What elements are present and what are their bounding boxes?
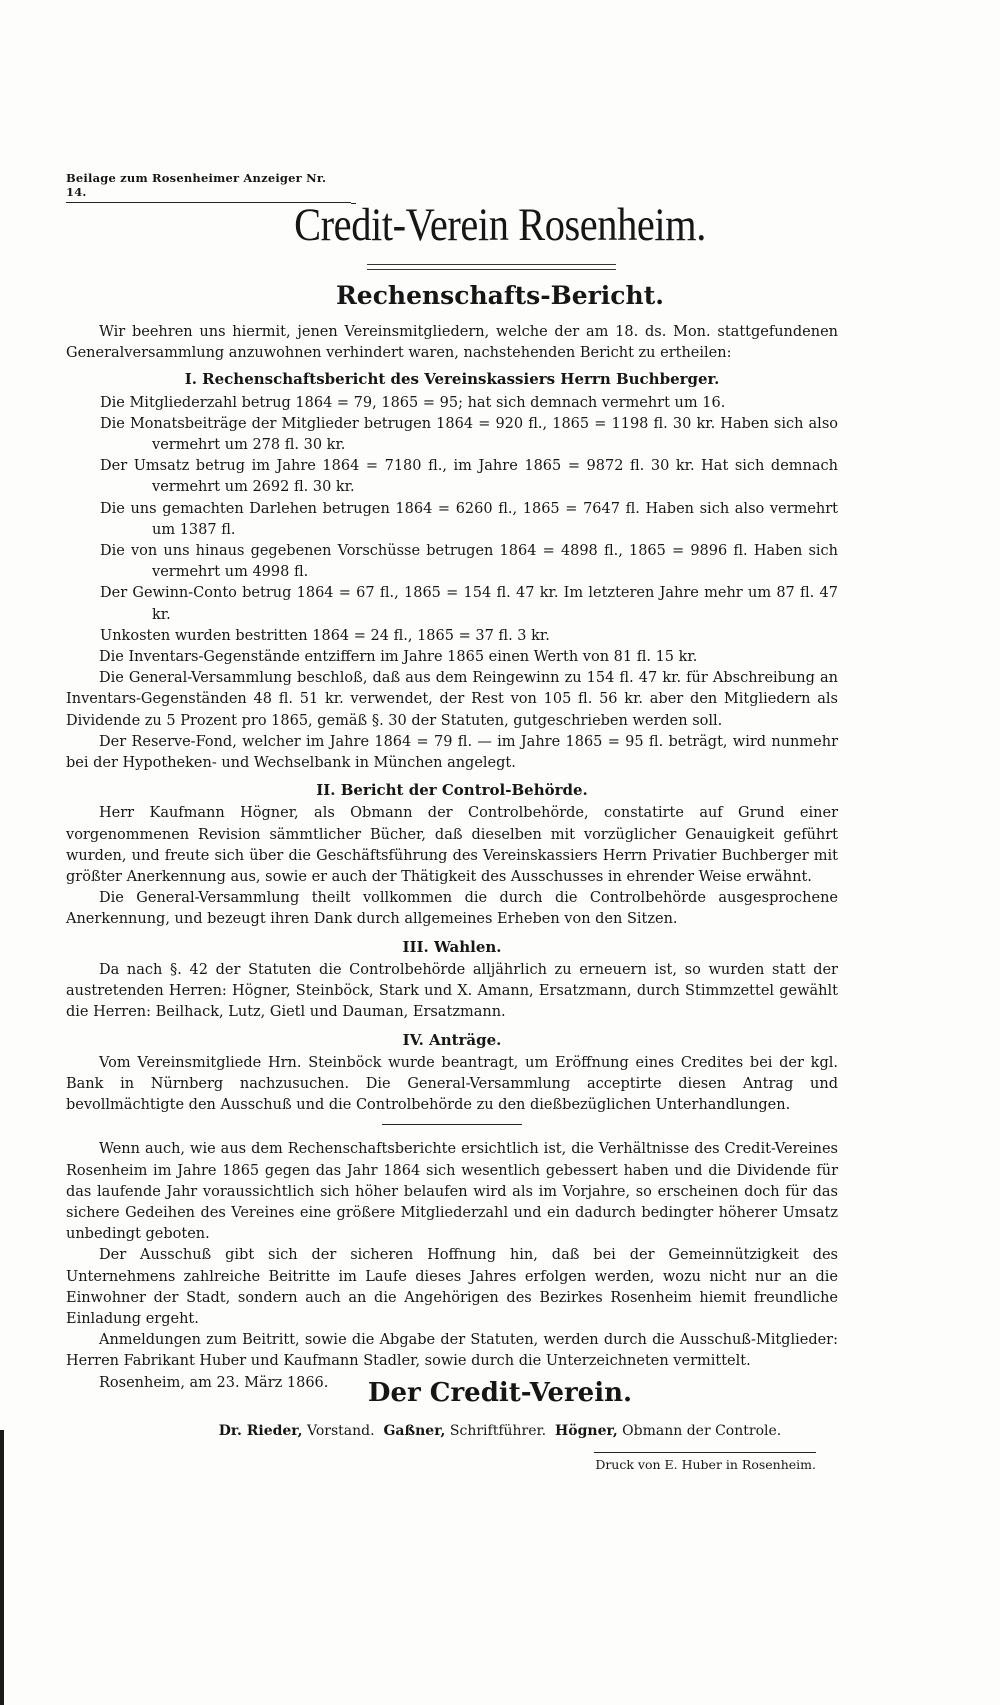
section-2-heading: II. Bericht der Control-Behörde. (316, 781, 588, 800)
inventory-paragraph: Die Inventars-Gegenstände entziffern im Jahre 1865 einen Werth von 81 fl. 15 kr. (99, 649, 698, 666)
report-body (66, 322, 838, 1394)
section-1-heading: I. Rechenschaftsbericht des Vereinskassiers Herrn Buchberger. (184, 370, 720, 389)
section-4-heading: IV. Anträge. (402, 1030, 502, 1049)
officer-name: Dr. Rieder, (218, 1423, 303, 1439)
list-item: Die Monatsbeiträge der Mitglieder betrugen 1864 = 920 fl., 1865 = 1198 fl. 30 kr. Haben sich also vermehrt um 278 fl. 30 kr. (100, 415, 838, 454)
elections-paragraph: Da nach §. 42 der Statuten die Controlbehörde alljährlich zu erneuern ist, so wurden statt der austretenden Herren: Högner, Steinböck, Stark und X. Amann, Ersatzmann, durch Stimmzettel gewählt die Herren: Beilhack, Lutz, Gietl und Dauman, Ersatzmann. (66, 961, 838, 1021)
control-paragraph: Herr Kaufmann Högner, als Obmann der Controlbehörde, constatirte auf Grund einer vorgenommenen Revision sämmtlicher Bücher, daß dieselben mit vorzüglicher Genauigkeit geführt wurden, und freute sich über die Geschäftsführung des Vereinskassiers Herrn Privatier Buchberger mit größter Anerkennung aus, sowie er auch der Thätigkeit des Ausschusses in ehrender Weise erwähnt. (66, 805, 838, 886)
closing-paragraph-3: Anmeldungen zum Beitritt, sowie die Abgabe der Statuten, werden durch die Ausschuß-Mitglieder: Herren Fabrikant Huber und Kaufmann Stadler, sowie durch die Unterzeichneten vermittelt. (66, 1332, 838, 1370)
section-divider (382, 1124, 522, 1125)
document-subtitle: Rechenschafts-Bericht. (336, 281, 664, 310)
control-paragraph-2: Die General-Versammlung theilt vollkommen die durch die Controlbehörde ausgesprochene Anerkennung, und bezeugt ihren Dank durch allgemeines Erheben von den Sitzen. (66, 890, 838, 928)
intro-paragraph: Wir beehren uns hiermit, jenen Vereinsmitgliedern, welche der am 18. ds. Mon. stattgefundenen Generalversammlung anzuwohnen verhindert waren, nachstehenden Bericht zu ertheilen: (66, 324, 838, 362)
section-3-heading: III. Wahlen. (402, 937, 502, 956)
officer-name: Högner, (555, 1423, 618, 1439)
reserve-paragraph: Der Reserve-Fond, welcher im Jahre 1864 = 79 fl. — im Jahre 1865 = 95 fl. beträgt, wird nunmehr bei der Hypotheken- und Wechselbank in München angelegt. (66, 733, 838, 772)
document-title: Credit-Verein Rosenheim. (294, 199, 706, 251)
signature-title: Der Credit-Verein. (367, 1378, 633, 1408)
list-item: Die Mitgliederzahl betrug 1864 = 79, 1865 = 95; hat sich demnach vermehrt um 16. (100, 394, 726, 411)
supplement-text: Beilage zum Rosenheimer Anzeiger Nr. 14. (66, 171, 327, 199)
list-item: Die uns gemachten Darlehen betrugen 1864 = 6260 fl., 1865 = 7647 fl. Haben sich also vermehrt um 1387 fl. (100, 500, 838, 538)
closing-paragraph-2: Der Ausschuß gibt sich der sicheren Hoffnung hin, daß bei der Gemeinnützigkeit des Unternehmens zahlreiche Beitritte im Laufe dieses Jahres erfolgen werden, wozu nicht nur an die Einwohner der Stadt, sondern auch an die Angehörigen des Bezirkes Rosenheim hiemit freundliche Einladung ergeht. (66, 1247, 838, 1327)
place-date: Rosenheim, am 23. März 1866. (99, 1374, 329, 1391)
list-item: Unkosten wurden bestritten 1864 = 24 fl., 1865 = 37 fl. 3 kr. (100, 627, 550, 644)
officers-line (0, 1423, 1000, 1439)
officer-role: Obmann der Controle. (622, 1423, 782, 1439)
officer-role: Vorstand. (307, 1423, 375, 1439)
assembly-paragraph: Die General-Versammlung beschloß, daß aus dem Reingewinn zu 154 fl. 47 kr. für Abschreibung an Inventars-Gegenständen 48 fl. 51 kr. verwendet, der Rest von 105 fl. 56 kr. aber den Mitgliedern als Dividende zu 5 Prozent pro 1865, gemäß §. 30 der Statuten, gutgeschrieben werden soll. (66, 670, 838, 729)
list-item: Die von uns hinaus gegebenen Vorschüsse betrugen 1864 = 4898 fl., 1865 = 9896 fl. Haben sich vermehrt um 4998 fl. (100, 543, 838, 581)
scan-edge-shadow (0, 1430, 4, 1705)
closing-paragraph-1: Wenn auch, wie aus dem Rechenschaftsberichte ersichtlich ist, die Verhältnisse des Credit-Vereines Rosenheim im Jahre 1865 gegen das Jahr 1864 sich wesentlich gebessert haben und die Dividende für das laufende Jahr voraussichtlich sich höher belaufen wird als im Vorjahre, so erscheinen doch für das sichere Gedeihen des Vereines eine größere Mitgliederzahl und ein dadurch bedingter höherer Umsatz unbedingt geboten. (66, 1141, 838, 1243)
officer-name: Gaßner, (383, 1423, 446, 1439)
motions-paragraph: Vom Vereinsmitgliede Hrn. Steinböck wurde beantragt, um Eröffnung eines Credites bei der kgl. Bank in Nürnberg nachzusuchen. Die General-Versammlung acceptirte diesen Antrag und bevollmächtigte den Ausschuß und die Controlbehörde zu den dießbezüglichen Unterhandlungen. (66, 1054, 838, 1114)
title-divider (367, 264, 616, 270)
printer-imprint: Druck von E. Huber in Rosenheim. (594, 1452, 816, 1472)
list-item: Der Umsatz betrug im Jahre 1864 = 7180 fl., im Jahre 1865 = 9872 fl. 30 kr. Hat sich demnach vermehrt um 2692 fl. 30 kr. (100, 458, 838, 496)
list-item: Der Gewinn-Conto betrug 1864 = 67 fl., 1865 = 154 fl. 47 kr. Im letzteren Jahre mehr um 87 fl. 47 kr. (100, 585, 838, 623)
officer-role: Schriftführer. (449, 1423, 547, 1439)
